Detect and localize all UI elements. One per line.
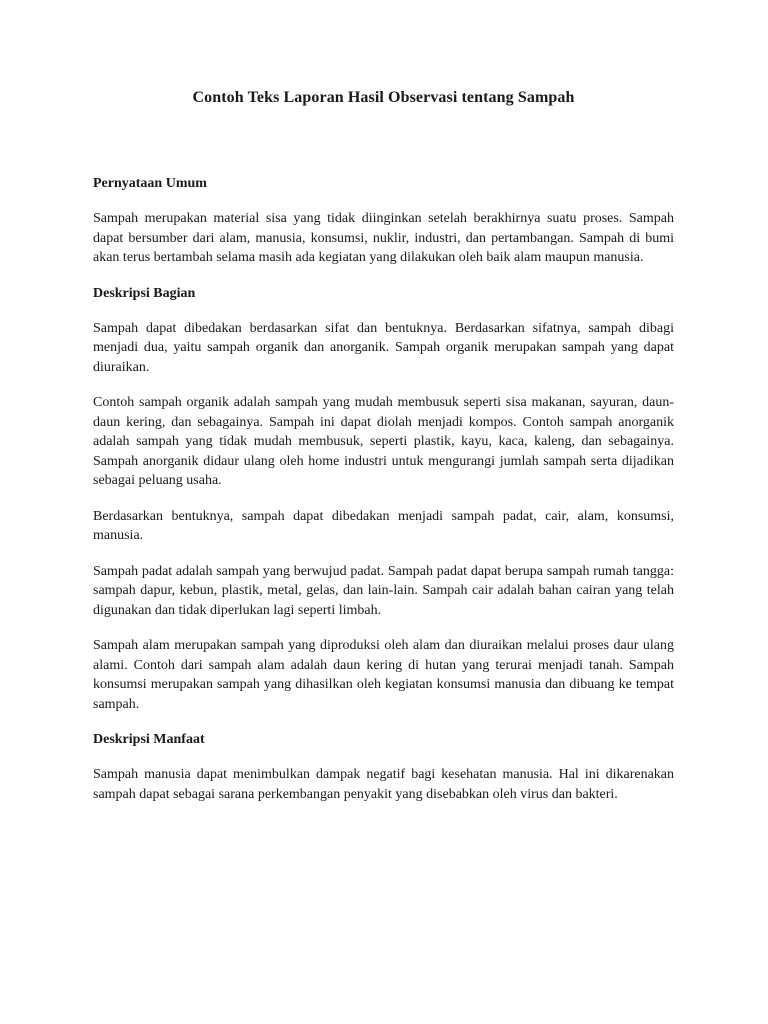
section-heading: Deskripsi Manfaat xyxy=(93,732,205,747)
paragraph: Sampah padat adalah sampah yang berwujud padat. Sampah padat dapat berupa sampah rumah tangga: sampah dapur, kebun, plastik, metal, gelas, dan lain-lain. Sampah cair adalah bahan cairan yang telah digunakan dan tidak diperlukan lagi seperti limbah. xyxy=(93,563,674,618)
paragraph: Sampah merupakan material sisa yang tidak diinginkan setelah berakhirnya suatu proses. Sampah dapat bersumber dari alam, manusia, konsumsi, nuklir, industri, dan pertambangan. Sampah di bumi akan terus bertambah selama masih ada kegiatan yang dilakukan oleh baik alam maupun manusia. xyxy=(93,211,674,265)
paragraph: Berdasarkan bentuknya, sampah dapat dibedakan menjadi sampah padat, cair, alam, konsumsi, manusia. xyxy=(93,508,674,543)
paragraph: Sampah manusia dapat menimbulkan dampak negatif bagi kesehatan manusia. Hal ini dikarenakan sampah dapat sebagai sarana perkembangan penyakit yang disebabkan oleh virus dan bakteri. xyxy=(93,767,674,802)
document-title: Contoh Teks Laporan Hasil Observasi tentang Sampah xyxy=(192,89,575,106)
section-deskripsi-bagian xyxy=(93,284,674,715)
paragraph: Contoh sampah organik adalah sampah yang mudah membusuk seperti sisa makanan, sayuran, daun-daun kering, dan sebagainya. Sampah ini dapat diolah menjadi kompos. Contoh sampah anorganik adalah sampah yang tidak mudah membusuk, seperti plastik, kayu, kaca, kaleng, dan sebagainya. Sampah anorganik didaur ulang oleh home industri untuk mengurangi jumlah sampah serta dijadikan sebagai peluang usaha. xyxy=(93,395,674,488)
paragraph: Sampah alam merupakan sampah yang diproduksi oleh alam dan diuraikan melalui proses daur ulang alami. Contoh dari sampah alam adalah daun kering di hutan yang terurai menjadi tanah. Sampah konsumsi merupakan sampah yang dihasilkan oleh kegiatan konsumsi manusia dan dibuang ke tempat sampah. xyxy=(93,638,674,712)
section-deskripsi-manfaat xyxy=(93,730,674,804)
document-page xyxy=(93,86,674,820)
section-heading: Pernyataan Umum xyxy=(93,176,207,191)
section-pernyataan-umum xyxy=(93,174,674,268)
section-heading: Deskripsi Bagian xyxy=(93,285,196,301)
paragraph: Sampah dapat dibedakan berdasarkan sifat dan bentuknya. Berdasarkan sifatnya, sampah dibagi menjadi dua, yaitu sampah organik dan anorganik. Sampah organik merupakan sampah yang dapat diuraikan. xyxy=(93,320,674,375)
